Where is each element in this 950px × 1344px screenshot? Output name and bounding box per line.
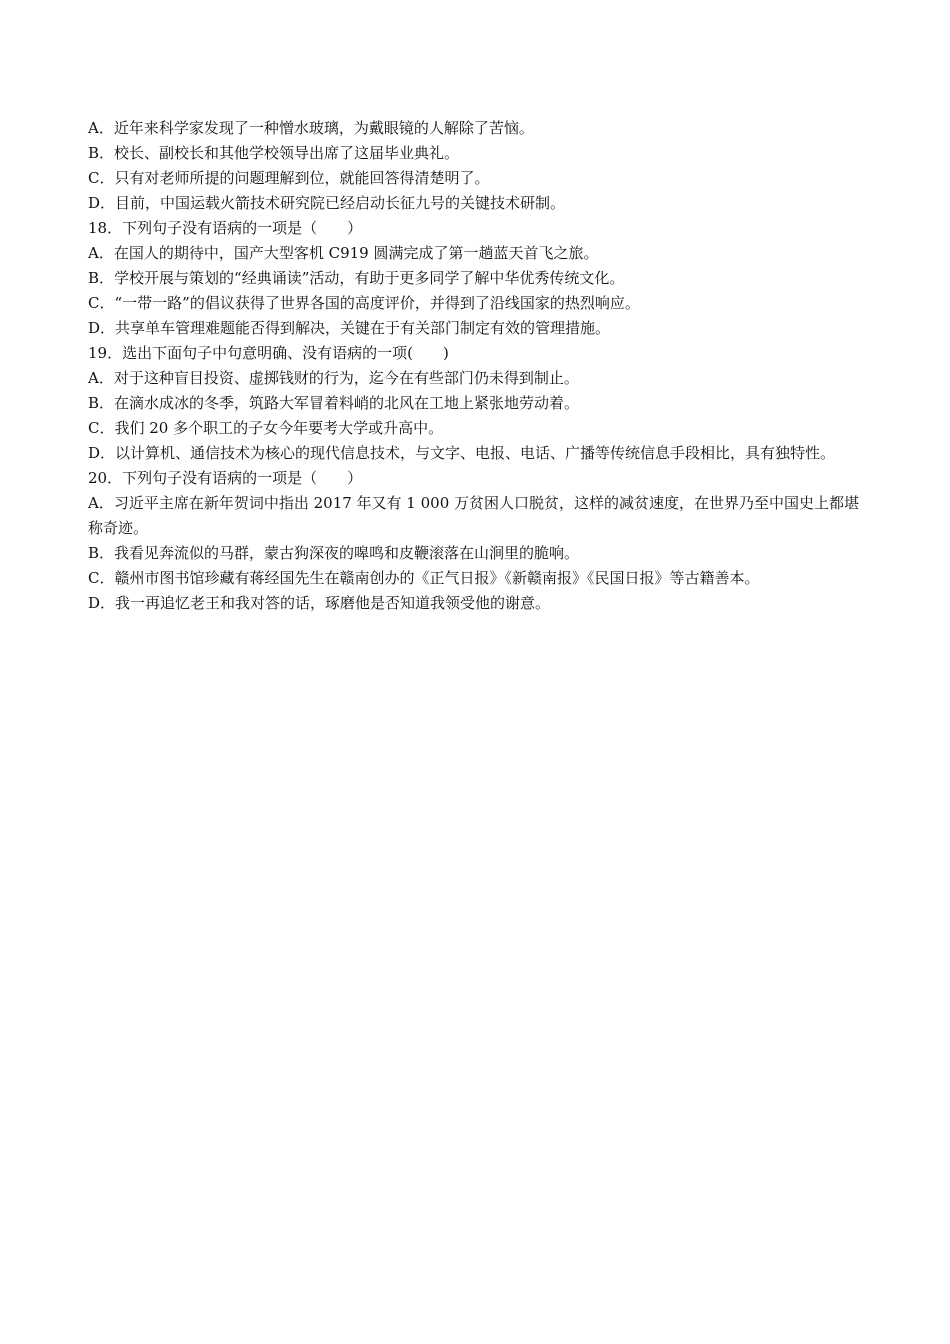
question-20-stem: 20．下列句子没有语病的一项是（ ） bbox=[88, 469, 363, 487]
q20-option-b: B．我看见奔流似的马群，蒙古狗深夜的嗥鸣和皮鞭滚落在山涧里的脆响。 bbox=[88, 544, 580, 562]
q18-option-d: D．共享单车管理难题能否得到解决，关键在于有关部门制定有效的管理措施。 bbox=[88, 319, 611, 337]
q20-option-a: A．习近平主席在新年贺词中指出 2017 年又有 1 000 万贫困人口脱贫，这样的减贫速度，在世界乃至中国史上都堪称奇迹。 bbox=[88, 494, 860, 537]
q19-option-b: B．在滴水成冰的冬季，筑路大军冒着料峭的北风在工地上紧张地劳动着。 bbox=[88, 394, 580, 412]
q18-option-b: B．学校开展与策划的“经典诵读”活动，有助于更多同学了解中华优秀传统文化。 bbox=[88, 269, 625, 287]
document-page bbox=[88, 116, 874, 616]
q17-option-b: B．校长、副校长和其他学校领导出席了这届毕业典礼。 bbox=[88, 144, 460, 162]
q19-option-c: C．我们 20 多个职工的子女今年要考大学或升高中。 bbox=[88, 419, 444, 437]
q17-option-d: D．目前，中国运载火箭技术研究院已经启动长征九号的关键技术研制。 bbox=[88, 194, 566, 212]
q19-option-a: A．对于这种盲目投资、虚掷钱财的行为，迄今在有些部门仍未得到制止。 bbox=[88, 369, 579, 387]
question-19-stem: 19．选出下面句子中句意明确、没有语病的一项( ) bbox=[88, 344, 449, 362]
q18-option-c: C．“一带一路”的倡议获得了世界各国的高度评价，并得到了沿线国家的热烈响应。 bbox=[88, 294, 640, 312]
q20-option-c: C．赣州市图书馆珍藏有蒋经国先生在赣南创办的《正气日报》《新赣南报》《民国日报》等古籍善本。 bbox=[88, 569, 760, 587]
q18-option-a: A．在国人的期待中，国产大型客机 C919 圆满完成了第一趟蓝天首飞之旅。 bbox=[88, 244, 599, 262]
q20-option-d: D．我一再追忆老王和我对答的话，琢磨他是否知道我领受他的谢意。 bbox=[88, 594, 551, 612]
q17-option-c: C．只有对老师所提的问题理解到位，就能回答得清楚明了。 bbox=[88, 169, 490, 187]
q17-option-a: A．近年来科学家发现了一种憎水玻璃，为戴眼镜的人解除了苦恼。 bbox=[88, 119, 534, 137]
q19-option-d: D．以计算机、通信技术为核心的现代信息技术，与文字、电报、电话、广播等传统信息手段相比，具有独特性。 bbox=[88, 444, 836, 462]
question-18-stem: 18．下列句子没有语病的一项是（ ） bbox=[88, 219, 363, 237]
